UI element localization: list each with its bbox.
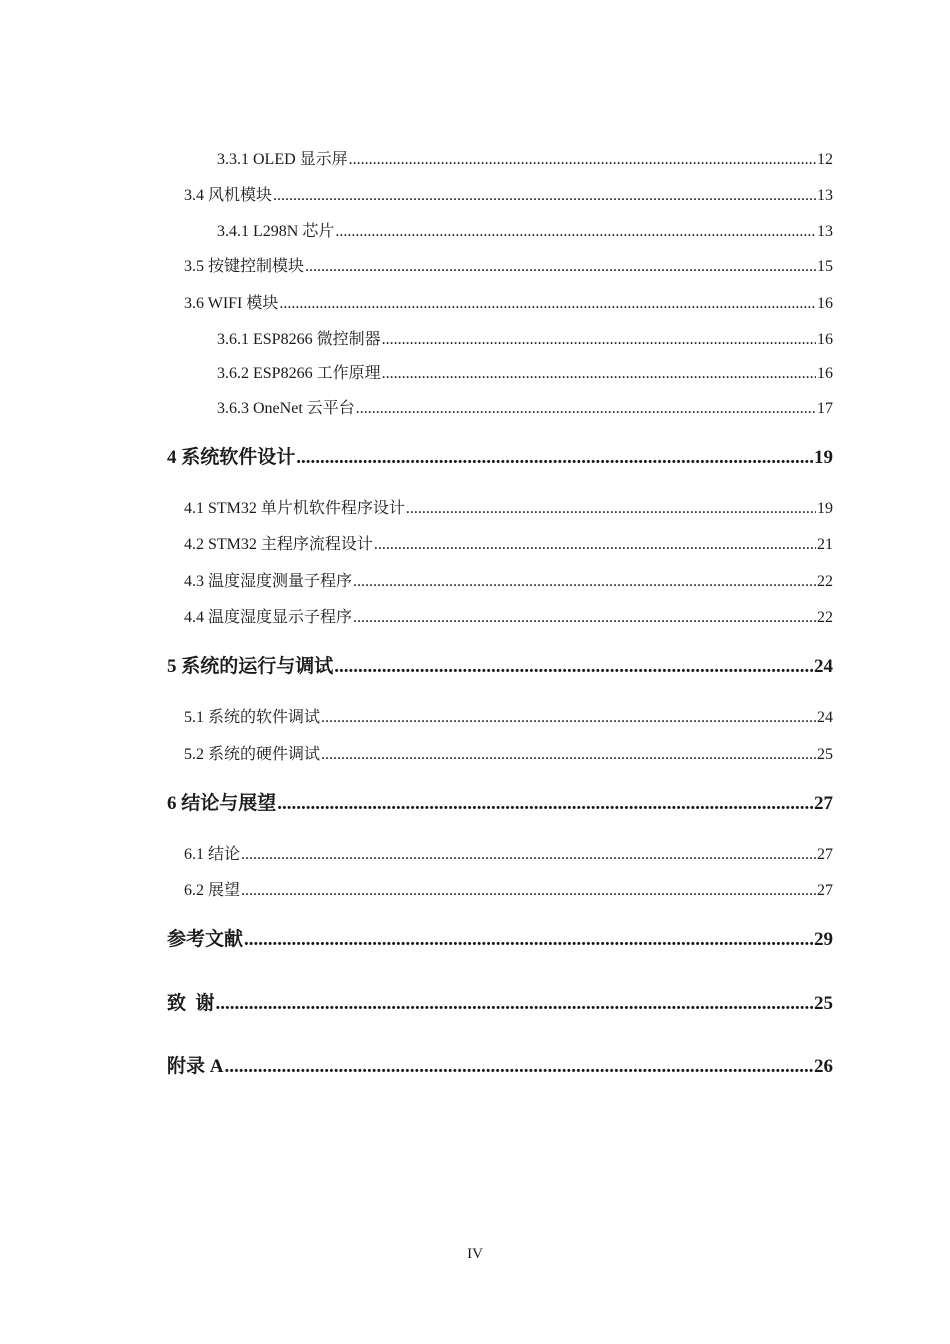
toc-entry-label: 6.2 展望 bbox=[184, 882, 241, 899]
toc-chapter-entry bbox=[167, 651, 833, 678]
toc-entry-label: 6 结论与展望 bbox=[167, 793, 277, 814]
toc-entry bbox=[217, 218, 833, 241]
toc-entry-page: 17 bbox=[817, 400, 833, 417]
toc-entry-page: 13 bbox=[817, 223, 833, 240]
toc-chapter-entry bbox=[167, 788, 833, 815]
toc-entry-label: 4.1 STM32 单片机软件程序设计 bbox=[184, 500, 405, 517]
dot-leader bbox=[374, 536, 816, 554]
toc-entry-page: 16 bbox=[817, 295, 833, 312]
toc-entry-page: 12 bbox=[817, 151, 833, 168]
toc-entry bbox=[217, 146, 833, 169]
toc-entry-label: 5 系统的运行与调试 bbox=[167, 656, 334, 677]
toc-entry-page: 24 bbox=[814, 656, 833, 677]
toc-entry-label: 3.5 按键控制模块 bbox=[184, 258, 305, 275]
dot-leader bbox=[277, 793, 813, 815]
toc-entry-label: 3.6.2 ESP8266 工作原理 bbox=[217, 365, 381, 382]
toc-entry-page: 21 bbox=[817, 536, 833, 553]
toc-entry-page: 27 bbox=[817, 882, 833, 899]
dot-leader bbox=[356, 400, 816, 418]
toc-entry-label: 4.4 温度湿度显示子程序 bbox=[184, 609, 353, 626]
toc-entry bbox=[184, 841, 833, 864]
dot-leader bbox=[224, 1056, 813, 1078]
toc-entry-page: 25 bbox=[814, 993, 833, 1014]
toc-entry-label: 5.1 系统的软件调试 bbox=[184, 709, 321, 726]
toc-entry-page: 27 bbox=[814, 793, 833, 814]
dot-leader bbox=[406, 500, 816, 518]
toc-chapter-entry bbox=[167, 442, 833, 469]
toc-entry-label: 3.4 风机模块 bbox=[184, 187, 273, 204]
toc-entry bbox=[184, 604, 833, 627]
toc-entry-label: 参考文献 bbox=[167, 929, 244, 950]
toc-entry-page: 16 bbox=[817, 365, 833, 382]
toc-entry-page: 13 bbox=[817, 187, 833, 204]
toc-chapter-entry bbox=[167, 988, 833, 1015]
dot-leader bbox=[305, 258, 816, 276]
toc-entry-page: 27 bbox=[817, 846, 833, 863]
toc-entry bbox=[184, 182, 833, 205]
dot-leader bbox=[349, 151, 816, 169]
toc-entry-label: 4.3 温度湿度测量子程序 bbox=[184, 573, 353, 590]
toc-entry bbox=[184, 495, 833, 518]
dot-leader bbox=[279, 295, 816, 313]
toc-entry-page: 29 bbox=[814, 929, 833, 950]
toc-entry-label: 5.2 系统的硬件调试 bbox=[184, 746, 321, 763]
dot-leader bbox=[321, 709, 816, 727]
toc-entry-page: 19 bbox=[817, 500, 833, 517]
toc-entry bbox=[217, 360, 833, 383]
toc-entry bbox=[184, 253, 833, 276]
toc-chapter-entry bbox=[167, 1051, 833, 1078]
toc-entry-label: 4 系统软件设计 bbox=[167, 447, 296, 468]
dot-leader bbox=[216, 993, 813, 1015]
toc-entry bbox=[217, 326, 833, 349]
toc-entry-label: 3.6.3 OneNet 云平台 bbox=[217, 400, 355, 417]
dot-leader bbox=[273, 187, 816, 205]
toc-entry bbox=[184, 531, 833, 554]
toc-entry-label: 致 谢 bbox=[167, 993, 215, 1014]
toc-entry-label: 3.3.1 OLED 显示屏 bbox=[217, 151, 348, 168]
dot-leader bbox=[335, 223, 816, 241]
toc-entry-label: 6.1 结论 bbox=[184, 846, 241, 863]
dot-leader bbox=[241, 882, 816, 900]
toc-entry-page: 22 bbox=[817, 573, 833, 590]
toc-entry-label: 3.6 WIFI 模块 bbox=[184, 295, 279, 312]
dot-leader bbox=[244, 929, 813, 951]
dot-leader bbox=[334, 656, 813, 678]
toc-entry-page: 16 bbox=[817, 331, 833, 348]
dot-leader bbox=[382, 365, 816, 383]
toc-entry-label: 3.4.1 L298N 芯片 bbox=[217, 223, 335, 240]
toc-entry-page: 22 bbox=[817, 609, 833, 626]
toc-entry bbox=[184, 741, 833, 764]
toc-entry bbox=[184, 704, 833, 727]
toc-entry bbox=[184, 290, 833, 313]
dot-leader bbox=[353, 609, 816, 627]
toc-entry-page: 25 bbox=[817, 746, 833, 763]
toc-entry-page: 26 bbox=[814, 1056, 833, 1077]
toc-entry-label: 附录 A bbox=[167, 1056, 224, 1077]
toc-chapter-entry bbox=[167, 924, 833, 951]
toc-entry-label: 3.6.1 ESP8266 微控制器 bbox=[217, 331, 381, 348]
page-number: IV bbox=[467, 1246, 483, 1262]
dot-leader bbox=[321, 746, 816, 764]
toc-entry-page: 15 bbox=[817, 258, 833, 275]
toc-entry bbox=[184, 568, 833, 591]
toc-entry bbox=[184, 877, 833, 900]
toc-entry bbox=[217, 395, 833, 418]
toc-entry-page: 24 bbox=[817, 709, 833, 726]
toc-entry-label: 4.2 STM32 主程序流程设计 bbox=[184, 536, 373, 553]
dot-leader bbox=[296, 447, 813, 469]
toc-entry-page: 19 bbox=[814, 447, 833, 468]
dot-leader bbox=[241, 846, 816, 864]
dot-leader bbox=[353, 573, 816, 591]
dot-leader bbox=[382, 331, 816, 349]
